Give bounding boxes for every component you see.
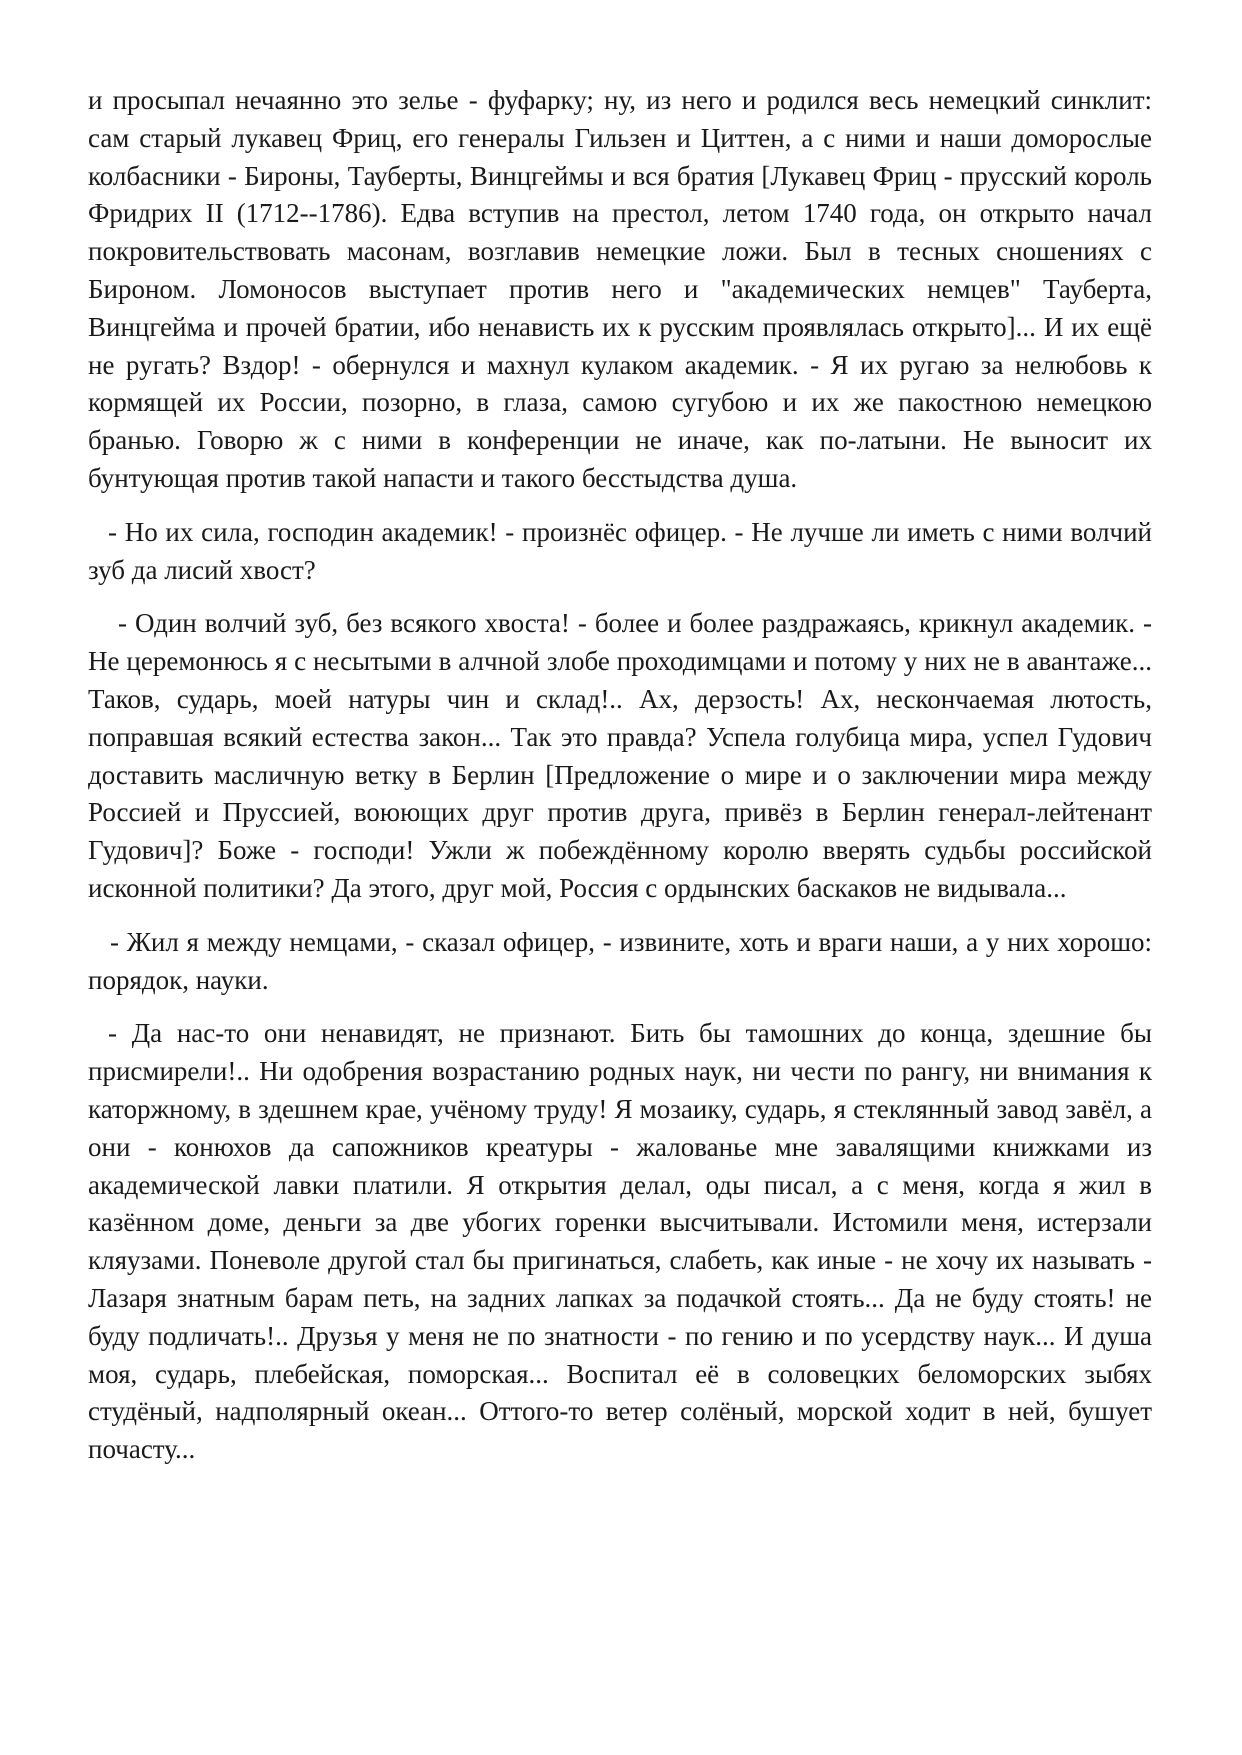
paragraph-3: - Один волчий зуб, без всякого хвоста! - более и более раздражаясь, крикнул академик. - Не церемонюсь я с несытыми в алчной злобе проходимцами и потому у них не в авантаже... Таков, сударь, моей натуры чин и склад!.. Ах, дерзость! Ах, нескончаемая лютость, поправшая всякий естества закон... Так это правда? Успела голубица мира, успел Гудович доставить масличную ветку в Берлин [Предложение о мире и о заключении мира между Россией и Пруссией, воюющих друг против друга, привёз в Берлин генерал-лейтенант Гудович]? Боже - господи! Ужли ж побеждённому королю вверять судьбы российской исконной политики? Да этого, друг мой, Россия с ордынских баскаков не видывала... xyxy=(88,608,1152,903)
paragraph-5: - Да нас-то они ненавидят, не признают. Бить бы тамошних до конца, здешние бы присмирели!.. Ни одобрения возрастанию родных наук, ни чести по рангу, ни внимания к каторжному, в здешнем крае, учёному труду! Я мозаику, сударь, я стеклянный завод завёл, а они - конюхов да сапожников креатуры - жалованье мне завалящими книжками из академической лавки платили. Я открытия делал, оды писал, а с меня, когда я жил в казённом доме, деньги за две убогих горенки высчитывали. Истомили меня, истерзали кляузами. Поневоле другой стал бы пригинаться, слабеть, как иные - не хочу их называть - Лазаря знатным барам петь, на задних лапках за подачкой стоять... Да не буду стоять! не буду подличать!.. Друзья у меня не по знатности - по гению и по усердству наук... И душа моя, сударь, плебейская, поморская... Воспитал её в соловецких беломорских зыбях студёный, надполярный океан... Оттого-то ветер солёный, морской ходит в ней, бушует почасту... xyxy=(88,1018,1152,1465)
paragraph-4: - Жил я между немцами, - сказал офицер, - извините, хоть и враги наши, а у них хорошо: порядок, науки. xyxy=(88,926,1152,995)
paragraph-1: и просыпал нечаянно это зелье - фуфарку; ну, из него и родился весь немецкий синклит: сам старый лукавец Фриц, его генералы Гильзен и Циттен, а с ними и наши доморослые колбасники - Бироны, Тауберты, Винцгеймы и вся братия [Лукавец Фриц - прусский король Фридрих II (1712--1786). Едва вступив на престол, летом 1740 года, он открыто начал покровительствовать масонам, возглавив немецкие ложи. Был в тесных сношениях с Бироном. Ломоносов выступает против него и "академических немцев" Тауберта, Винцгейма и прочей братии, ибо ненависть их к русским проявлялась открыто]... И их ещё не ругать? Вздор! - обернулся и махнул кулаком академик. - Я их ругаю за нелюбовь к кормящей их России, позорно, в глаза, самою сугубою и их же пакостною немецкою бранью. Говорю ж с ними в конференции не иначе, как по-латыни. Не выносит их бунтующая против такой напасти и такого бесстыдства душа. xyxy=(88,85,1152,493)
document-page xyxy=(88,82,1152,1485)
paragraph-2: - Но их сила, господин академик! - произнёс офицер. - Не лучше ли иметь с ними волчий зуб да лисий хвост? xyxy=(88,516,1152,585)
